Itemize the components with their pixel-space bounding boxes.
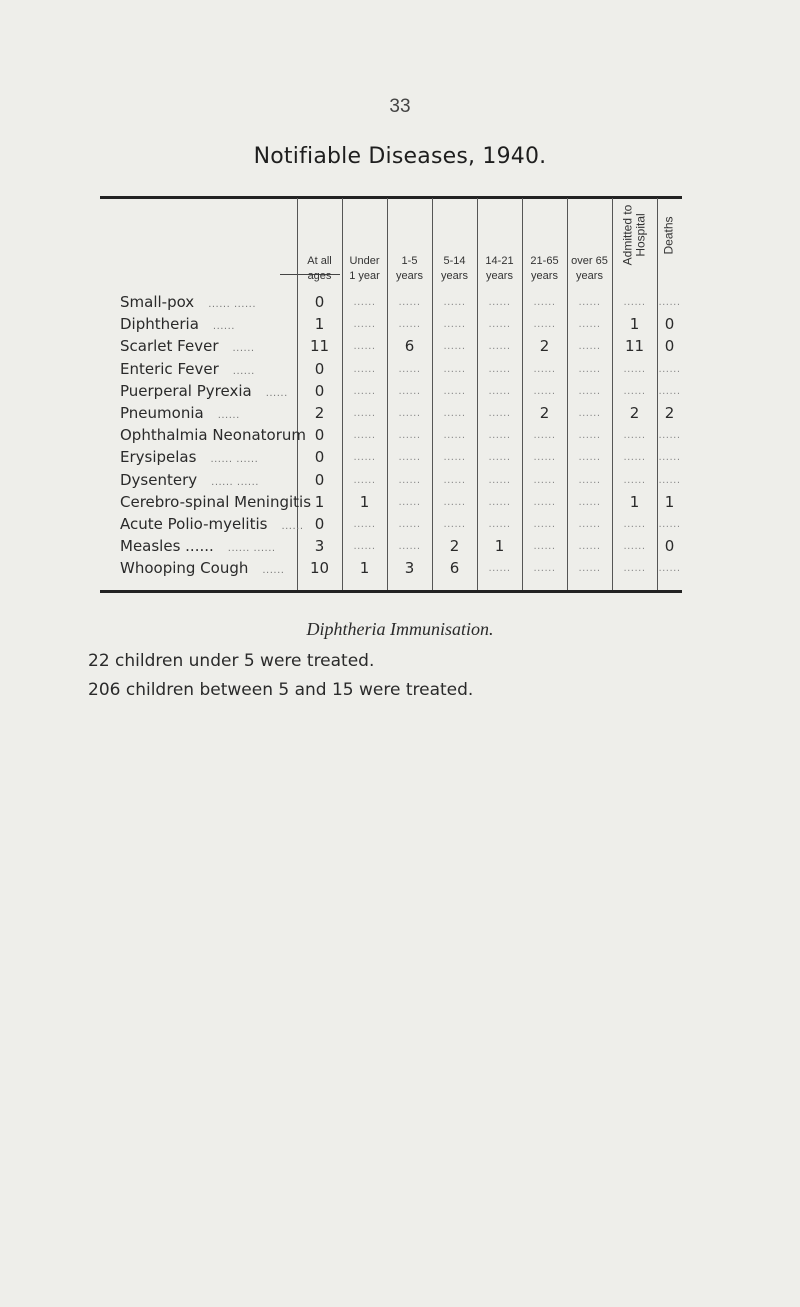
- empty-cell-dots: ......: [353, 319, 376, 331]
- table-cell: 0: [314, 359, 325, 378]
- empty-cell-dots: ......: [658, 519, 681, 530]
- disease-name: Measles ......: [120, 537, 214, 556]
- table-cell: 1: [629, 315, 640, 334]
- empty-cell-dots: ......: [353, 297, 376, 308]
- empty-cell-dots: ......: [488, 519, 511, 530]
- empty-cell-dots: ......: [623, 563, 646, 575]
- disease-name: Ophthalmia Neonatorum: [120, 426, 306, 445]
- empty-cell-dots: ......: [398, 452, 421, 464]
- disease-name: Erysipelas: [120, 448, 197, 467]
- table-cell: 3: [314, 537, 325, 556]
- empty-cell-dots: ......: [353, 541, 376, 553]
- table-cell: 0: [664, 537, 675, 556]
- column-header: [522, 254, 567, 284]
- empty-cell-dots: ......: [353, 385, 376, 397]
- empty-cell-dots: ......: [398, 385, 421, 397]
- empty-cell-dots: ......: [488, 363, 511, 375]
- disease-label: [120, 448, 297, 469]
- empty-cell-dots: ......: [623, 474, 646, 486]
- empty-cell-dots: ......: [398, 519, 421, 530]
- empty-cell-dots: ......: [443, 408, 466, 419]
- empty-cell-dots: ......: [623, 385, 646, 397]
- empty-cell-dots: ......: [533, 474, 556, 486]
- empty-cell-dots: ......: [488, 297, 511, 308]
- empty-cell-dots: ......: [533, 563, 556, 575]
- empty-cell-dots: ......: [443, 430, 466, 442]
- disease-label: [120, 315, 297, 336]
- table-row: [0, 471, 800, 490]
- immunisation-note-under-5: 22 children under 5 were treated.: [88, 651, 375, 671]
- empty-cell-dots: ......: [578, 363, 601, 375]
- leader-dots: ......: [212, 321, 235, 333]
- disease-name: Scarlet Fever: [120, 337, 219, 356]
- disease-name: Whooping Cough: [120, 559, 249, 578]
- column-header-line1: over 65: [571, 255, 608, 267]
- empty-cell-dots: ......: [488, 408, 511, 419]
- disease-name: Enteric Fever: [120, 359, 219, 378]
- empty-cell-dots: ......: [658, 563, 681, 575]
- empty-cell-dots: ......: [578, 430, 601, 442]
- notifiable-diseases-table: [120, 196, 682, 594]
- table-cell: 1: [664, 492, 675, 511]
- table-cell: 3: [404, 559, 415, 578]
- empty-cell-dots: ......: [488, 430, 511, 442]
- leader-dots: ......: [262, 565, 285, 577]
- column-header-line2: years: [576, 270, 603, 282]
- table-cell: 6: [449, 559, 460, 578]
- table-cell: 0: [664, 315, 675, 334]
- empty-cell-dots: ......: [533, 430, 556, 442]
- column-header: [567, 254, 612, 284]
- empty-cell-dots: ......: [623, 452, 646, 464]
- table-cell: 11: [624, 337, 645, 356]
- empty-cell-dots: ......: [658, 430, 681, 442]
- empty-cell-dots: ......: [443, 363, 466, 375]
- empty-cell-dots: ......: [658, 474, 681, 486]
- leader-dots: ...... ......: [211, 476, 259, 488]
- empty-cell-dots: ......: [533, 385, 556, 397]
- empty-cell-dots: ......: [623, 541, 646, 553]
- table-cell: 0: [664, 337, 675, 356]
- column-header-line1: 21-65: [530, 255, 559, 267]
- disease-label: [120, 471, 297, 492]
- disease-name: Acute Polio-myelitis: [120, 515, 268, 533]
- disease-label: [120, 426, 306, 445]
- empty-cell-dots: ......: [443, 319, 466, 331]
- leader-dots: ...... ......: [208, 299, 257, 310]
- table-row: [0, 515, 800, 534]
- empty-cell-dots: ......: [578, 408, 601, 419]
- leader-dots: ......: [217, 410, 240, 421]
- empty-cell-dots: ......: [443, 519, 466, 530]
- column-header: [432, 254, 477, 284]
- disease-label: [120, 559, 297, 580]
- table-cell: 1: [494, 537, 505, 556]
- empty-cell-dots: ......: [623, 363, 646, 375]
- disease-label: [120, 337, 297, 358]
- table-cell: 11: [309, 337, 330, 356]
- empty-cell-dots: ......: [578, 297, 601, 308]
- empty-cell-dots: ......: [658, 385, 681, 397]
- page-number: 33: [389, 96, 411, 117]
- empty-cell-dots: ......: [578, 496, 601, 508]
- immunisation-heading: Diphtheria Immunisation.: [306, 619, 494, 639]
- disease-label: [120, 293, 297, 314]
- disease-name: Puerperal Pyrexia: [120, 381, 252, 400]
- column-header-line2: years: [531, 270, 558, 282]
- empty-cell-dots: ......: [533, 496, 556, 508]
- empty-cell-dots: ......: [658, 297, 681, 308]
- empty-cell-dots: ......: [533, 519, 556, 530]
- table-row: [0, 382, 800, 401]
- empty-cell-dots: ......: [578, 474, 601, 486]
- empty-cell-dots: ......: [443, 341, 466, 353]
- empty-cell-dots: ......: [443, 474, 466, 486]
- empty-cell-dots: ......: [533, 541, 556, 553]
- column-header-line2: 1 year: [349, 270, 380, 282]
- empty-cell-dots: ......: [488, 474, 511, 486]
- column-header: [657, 200, 682, 270]
- column-header: [342, 254, 387, 284]
- empty-cell-dots: ......: [578, 519, 601, 530]
- table-row: [0, 293, 800, 312]
- empty-cell-dots: ......: [398, 474, 421, 486]
- leader-dots: ...... ......: [227, 543, 276, 555]
- empty-cell-dots: ......: [578, 563, 601, 575]
- empty-cell-dots: ......: [353, 430, 376, 442]
- disease-name: Dysentery: [120, 470, 198, 489]
- empty-cell-dots: ......: [533, 363, 556, 375]
- column-header: [612, 200, 657, 270]
- table-row: [0, 448, 800, 467]
- empty-cell-dots: ......: [353, 363, 376, 375]
- column-header-line2: years: [486, 270, 513, 282]
- table-cell: 2: [629, 404, 640, 422]
- table-row: [0, 426, 800, 445]
- table-top-rule: [100, 196, 682, 199]
- table-cell: 1: [359, 559, 370, 578]
- table-cell: 2: [449, 537, 460, 556]
- empty-cell-dots: ......: [488, 319, 511, 331]
- disease-label: [120, 492, 312, 512]
- table-cell: 1: [314, 315, 325, 334]
- disease-name: Pneumonia: [120, 404, 204, 422]
- empty-cell-dots: ......: [353, 341, 376, 353]
- empty-cell-dots: ......: [578, 385, 601, 397]
- empty-cell-dots: ......: [443, 297, 466, 308]
- empty-cell-dots: ......: [353, 474, 376, 486]
- column-header: [297, 254, 342, 284]
- column-header-label: Deaths: [662, 215, 676, 255]
- column-header: [477, 254, 522, 284]
- table-cell: 0: [314, 426, 325, 445]
- table-row: [0, 559, 800, 578]
- table-cell: 0: [314, 448, 325, 467]
- empty-cell-dots: ......: [353, 519, 376, 530]
- column-header-line2: years: [441, 270, 468, 282]
- table-cell: 1: [314, 492, 325, 511]
- table-cell: 0: [314, 470, 325, 489]
- page-title: Notifiable Diseases, 1940.: [253, 144, 547, 169]
- table-cell: 0: [314, 293, 325, 311]
- leader-dots: ...... ......: [210, 454, 259, 466]
- empty-cell-dots: ......: [658, 363, 681, 375]
- column-header: [387, 254, 432, 284]
- column-header-label: Hospital: [633, 213, 648, 257]
- leader-dots: ......: [232, 365, 255, 377]
- table-cell: 1: [359, 492, 370, 511]
- table-row: [0, 537, 800, 556]
- table-cell: 2: [539, 404, 550, 422]
- table-cell: 2: [539, 337, 550, 356]
- table-row: [0, 493, 800, 512]
- leader-dots: ......: [265, 387, 288, 399]
- empty-cell-dots: ......: [578, 452, 601, 464]
- table-cell: 2: [664, 404, 675, 422]
- immunisation-note-5-to-15: 206 children between 5 and 15 were treated.: [88, 680, 474, 700]
- column-header-line2: years: [396, 270, 423, 282]
- table-cell: 0: [314, 515, 325, 533]
- empty-cell-dots: ......: [443, 452, 466, 464]
- empty-cell-dots: ......: [533, 319, 556, 331]
- empty-cell-dots: ......: [488, 385, 511, 397]
- disease-label: [120, 404, 297, 425]
- empty-cell-dots: ......: [623, 430, 646, 442]
- empty-cell-dots: ......: [488, 496, 511, 508]
- table-cell: 1: [629, 492, 640, 511]
- table-row: [0, 315, 800, 334]
- empty-cell-dots: ......: [398, 319, 421, 331]
- empty-cell-dots: ......: [398, 430, 421, 442]
- column-header-line1: 14-21: [485, 255, 514, 267]
- empty-cell-dots: ......: [398, 363, 421, 375]
- disease-label: [120, 382, 297, 403]
- disease-label: [120, 515, 304, 536]
- empty-cell-dots: ......: [533, 452, 556, 464]
- table-cell: 6: [404, 337, 415, 356]
- column-header-line1: At all: [307, 255, 332, 267]
- empty-cell-dots: ......: [578, 541, 601, 553]
- empty-cell-dots: ......: [398, 496, 421, 508]
- empty-cell-dots: ......: [488, 452, 511, 464]
- empty-cell-dots: ......: [578, 341, 601, 353]
- empty-cell-dots: ......: [488, 563, 511, 575]
- disease-label: [120, 537, 297, 558]
- disease-label: [120, 360, 297, 381]
- empty-cell-dots: ......: [443, 496, 466, 508]
- table-cell: 0: [314, 381, 325, 400]
- table-row: [0, 404, 800, 423]
- empty-cell-dots: ......: [353, 452, 376, 464]
- table-cell: 2: [314, 404, 325, 422]
- empty-cell-dots: ......: [443, 385, 466, 397]
- empty-cell-dots: ......: [398, 541, 421, 553]
- column-header-line1: Under: [349, 255, 380, 267]
- disease-name: Small-pox: [120, 293, 195, 311]
- column-header-line1: 1-5: [401, 255, 418, 267]
- disease-name: Cerebro-spinal Meningitis: [120, 492, 312, 511]
- empty-cell-dots: ......: [658, 452, 681, 464]
- table-bottom-rule: [100, 590, 682, 593]
- column-header-label: Admitted to Hospital: [620, 204, 648, 266]
- empty-cell-dots: ......: [623, 297, 646, 308]
- empty-cell-dots: ......: [398, 297, 421, 308]
- disease-name: Diphtheria: [120, 315, 199, 334]
- empty-cell-dots: ......: [578, 319, 601, 331]
- column-header-line1: 5-14: [443, 255, 466, 267]
- leader-dots: ......: [281, 521, 304, 532]
- table-cell: 10: [309, 559, 330, 578]
- leader-dots: ......: [232, 343, 255, 355]
- column-header-line2: ages: [307, 270, 332, 282]
- empty-cell-dots: ......: [353, 408, 376, 419]
- empty-cell-dots: ......: [533, 297, 556, 308]
- table-row: [0, 337, 800, 356]
- table-row: [0, 360, 800, 379]
- empty-cell-dots: ......: [488, 341, 511, 353]
- empty-cell-dots: ......: [398, 408, 421, 419]
- empty-cell-dots: ......: [623, 519, 646, 530]
